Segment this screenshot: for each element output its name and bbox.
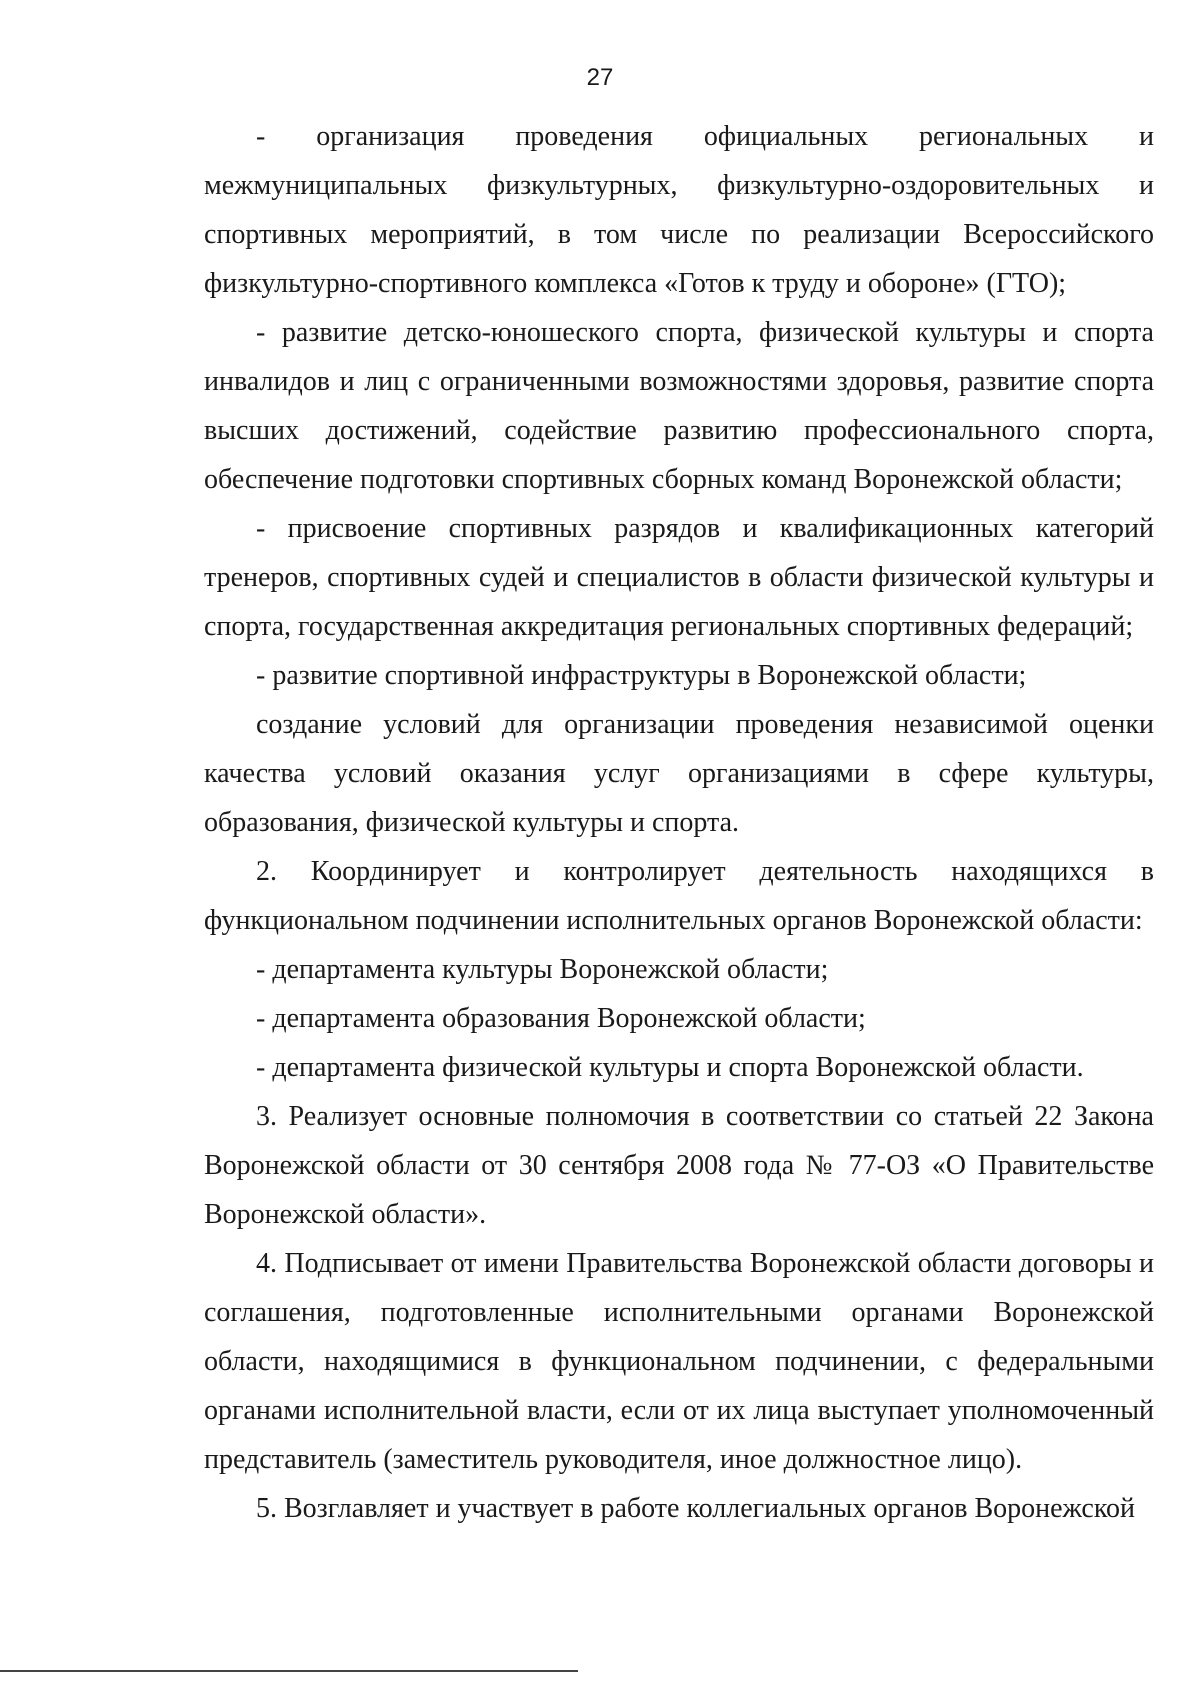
document-body [204, 112, 1154, 1533]
page-number: 27 [586, 64, 614, 91]
paragraph-infrastructure: - развитие спортивной инфраструктуры в Воронежской области; [256, 660, 1027, 691]
paragraph-item-3: 3. Реализует основные полномочия в соответствии со статьей 22 Закона Воронежской области от 30 сентября 2008 года № 77-ОЗ «О Правительстве Воронежской области». [204, 1101, 1154, 1230]
paragraph-youth-sport: - развитие детско-юношеского спорта, физической культуры и спорта инвалидов и лиц с ограниченными возможностями здоровья, развитие спорта высших достижений, содействие развитию профессионального спорта, обеспечение подготовки спортивных сборных команд Воронежской области; [204, 317, 1154, 495]
paragraph-dept-sport: - департамента физической культуры и спорта Воронежской области. [256, 1052, 1084, 1083]
paragraph-quality-assessment: создание условий для организации проведения независимой оценки качества условий оказания услуг организациями в сфере культуры, образования, физической культуры и спорта. [204, 709, 1154, 838]
footer-divider [0, 1670, 578, 1672]
paragraph-item-2: 2. Координирует и контролирует деятельность находящихся в функциональном подчинении исполнительных органов Воронежской области: [204, 856, 1154, 936]
paragraph-dept-education: - департамента образования Воронежской области; [256, 1003, 866, 1034]
paragraph-item-4: 4. Подписывает от имени Правительства Воронежской области договоры и соглашения, подготовленные исполнительными органами Воронежской области, находящимися в функциональном подчинении, с федеральными органами исполнительной власти, если от их лица выступает уполномоченный представитель (заместитель руководителя, иное должностное лицо). [204, 1248, 1154, 1475]
paragraph-sport-ranks: - присвоение спортивных разрядов и квалификационных категорий тренеров, спортивных судей и специалистов в области физической культуры и спорта, государственная аккредитация региональных спортивных федераций; [204, 513, 1154, 642]
paragraph-gto-events: - организация проведения официальных региональных и межмуниципальных физкультурных, физкультурно-оздоровительных и спортивных мероприятий, в том числе по реализации Всероссийского физкультурно-спортивного комплекса «Готов к труду и обороне» (ГТО); [204, 121, 1154, 299]
paragraph-item-5: 5. Возглавляет и участвует в работе коллегиальных органов Воронежской [256, 1493, 1135, 1524]
paragraph-dept-culture: - департамента культуры Воронежской области; [256, 954, 829, 985]
